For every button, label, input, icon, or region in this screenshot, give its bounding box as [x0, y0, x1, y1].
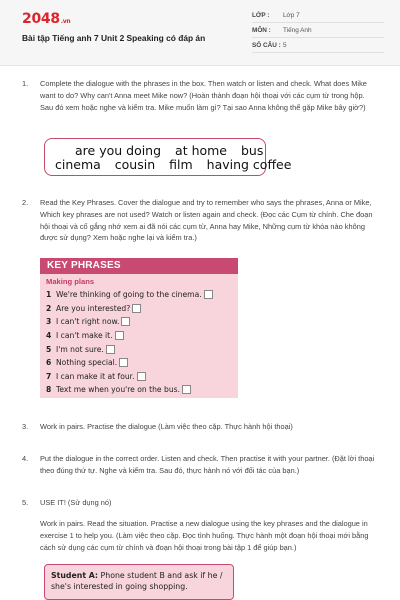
- meta-key: LỚP :: [252, 11, 270, 19]
- word-box-phrase: cinema: [55, 157, 101, 172]
- word-box-phrase: are you doing: [75, 143, 162, 158]
- meta-key: MÔN :: [252, 26, 271, 34]
- meta-key: SỐ CÂU :: [252, 41, 281, 49]
- checkbox[interactable]: [115, 331, 124, 340]
- page-header: [0, 0, 400, 66]
- checkbox[interactable]: [204, 290, 213, 299]
- key-phrase-text: I'm not sure.: [56, 344, 104, 354]
- key-phrase-item: [40, 315, 238, 329]
- word-box-line-1: [75, 143, 273, 158]
- exercise-text: Complete the dialogue with the phrases in the box. Then watch or listen and check. What does Mike want to do? Why can't Anna meet Mike now? (Hoàn thành đoạn hội thoại với các cụm từ trong hộp. Sau đó xem hoặc nghe và kiểm tra. Mike muốn làm gì? Tại sao Anna không thể gặp Mike bây giờ?): [40, 79, 367, 112]
- exercise-text: Work in pairs. Practise the dialogue (Làm việc theo cặp. Thực hành hội thoại): [40, 422, 293, 431]
- key-phrase-item: [40, 356, 238, 370]
- exercise-number: 5.: [22, 498, 29, 507]
- key-phrases-subheading: Making plans: [46, 277, 95, 286]
- logo-suffix-text: .vn: [60, 18, 71, 25]
- key-phrase-item: [40, 329, 238, 343]
- site-logo[interactable]: [22, 11, 70, 27]
- exercise-4: [22, 453, 376, 477]
- word-box-phrase: having coffee: [206, 157, 292, 172]
- key-phrase-item: [40, 342, 238, 356]
- key-phrase-text: I can't make it.: [56, 331, 113, 341]
- exercise-number: 1.: [22, 79, 29, 88]
- key-phrase-number: 7: [46, 371, 52, 381]
- exercise-text: Put the dialogue in the correct order. Listen and check. Then practise it with your partner. (Đặt lời thoại theo đúng thứ tự. Nghe và kiểm tra. Sau đó, thực hành nó với đối tác của bạn.): [40, 454, 375, 475]
- student-a-box: [44, 564, 234, 600]
- word-box-phrase: film: [169, 157, 193, 172]
- key-phrase-item: [40, 288, 238, 302]
- key-phrase-number: 6: [46, 358, 52, 368]
- checkbox[interactable]: [137, 372, 146, 381]
- key-phrases-heading: KEY PHRASES: [40, 258, 238, 274]
- meta-value: Tiếng Anh: [283, 26, 312, 34]
- key-phrase-text: Nothing special.: [56, 358, 118, 368]
- checkbox[interactable]: [106, 345, 115, 354]
- key-phrase-text: We're thinking of going to the cinema.: [56, 290, 202, 300]
- checkbox[interactable]: [121, 317, 130, 326]
- student-task-text: Phone student B and ask if he / she's interested in going shopping.: [51, 571, 223, 591]
- exercise-number: 4.: [22, 454, 29, 463]
- exercise-5: [22, 497, 376, 509]
- meta-value: 5: [283, 41, 287, 49]
- exercise-text: Read the Key Phrases. Cover the dialogue and try to remember who says the phrases, Anna or Mike, Which key phrases are not used? Watch or listen again and check. (Đọc các Cụm từ chính. Che đoạn hội thoại và cố gắng nhớ xem ai đã nói các cụm từ, Anna hay Mike, Những cụm từ khóa nào không được sử dụng? Xem hoặc nghe lại và kiểm tra.): [40, 198, 373, 243]
- exercise-number: 3.: [22, 422, 29, 431]
- meta-row-question-count: [252, 38, 384, 53]
- phrase-word-box: [44, 138, 292, 176]
- key-phrase-number: 1: [46, 290, 52, 300]
- document-title: Bài tập Tiếng anh 7 Unit 2 Speaking có đáp án: [22, 33, 206, 43]
- key-phrase-number: 2: [46, 303, 52, 313]
- key-phrase-text: I can make it at four.: [56, 371, 135, 381]
- meta-row-class: [252, 8, 384, 23]
- word-box-phrase: at home: [175, 143, 228, 158]
- key-phrase-text: I can't right now.: [56, 317, 120, 327]
- key-phrase-number: 3: [46, 317, 52, 327]
- exercise-text: USE IT! (Sử dụng nó): [40, 498, 112, 507]
- checkbox[interactable]: [132, 304, 141, 313]
- exercise-5-instructions: [22, 518, 376, 553]
- exercise-2: [22, 197, 376, 244]
- key-phrase-number: 8: [46, 385, 52, 395]
- exercise-1: [22, 78, 376, 113]
- exercise-3: [22, 421, 376, 433]
- checkbox[interactable]: [182, 385, 191, 394]
- meta-row-subject: [252, 23, 384, 38]
- checkbox[interactable]: [119, 358, 128, 367]
- key-phrase-text: Are you interested?: [56, 303, 131, 313]
- key-phrase-item: [40, 370, 238, 384]
- word-box-line-2: [55, 157, 301, 172]
- key-phrase-item: [40, 302, 238, 316]
- meta-info-table: [252, 8, 384, 53]
- word-box-phrase: bus: [241, 143, 264, 158]
- key-phrase-number: 5: [46, 344, 52, 354]
- key-phrase-number: 4: [46, 331, 52, 341]
- key-phrases-box: [40, 258, 238, 398]
- meta-value: Lớp 7: [283, 11, 300, 19]
- key-phrase-text: Text me when you're on the bus.: [56, 385, 181, 395]
- key-phrase-item: [40, 383, 238, 397]
- word-box-phrase: cousin: [114, 157, 156, 172]
- logo-main-text: 2048: [22, 11, 60, 27]
- exercise-number: 2.: [22, 198, 29, 207]
- exercise-text: Work in pairs. Read the situation. Practise a new dialogue using the key phrases and the dialogue in exercise 1 to help you. (Làm việc theo cặp. Đọc tình huống. Thực hành một đoạn hội thoại mới bằng cách sử dụng các cụm từ chính và đoạn hội thoại trong bài tập 1 để giúp bạn.): [40, 519, 369, 552]
- student-label: Student A:: [51, 571, 99, 580]
